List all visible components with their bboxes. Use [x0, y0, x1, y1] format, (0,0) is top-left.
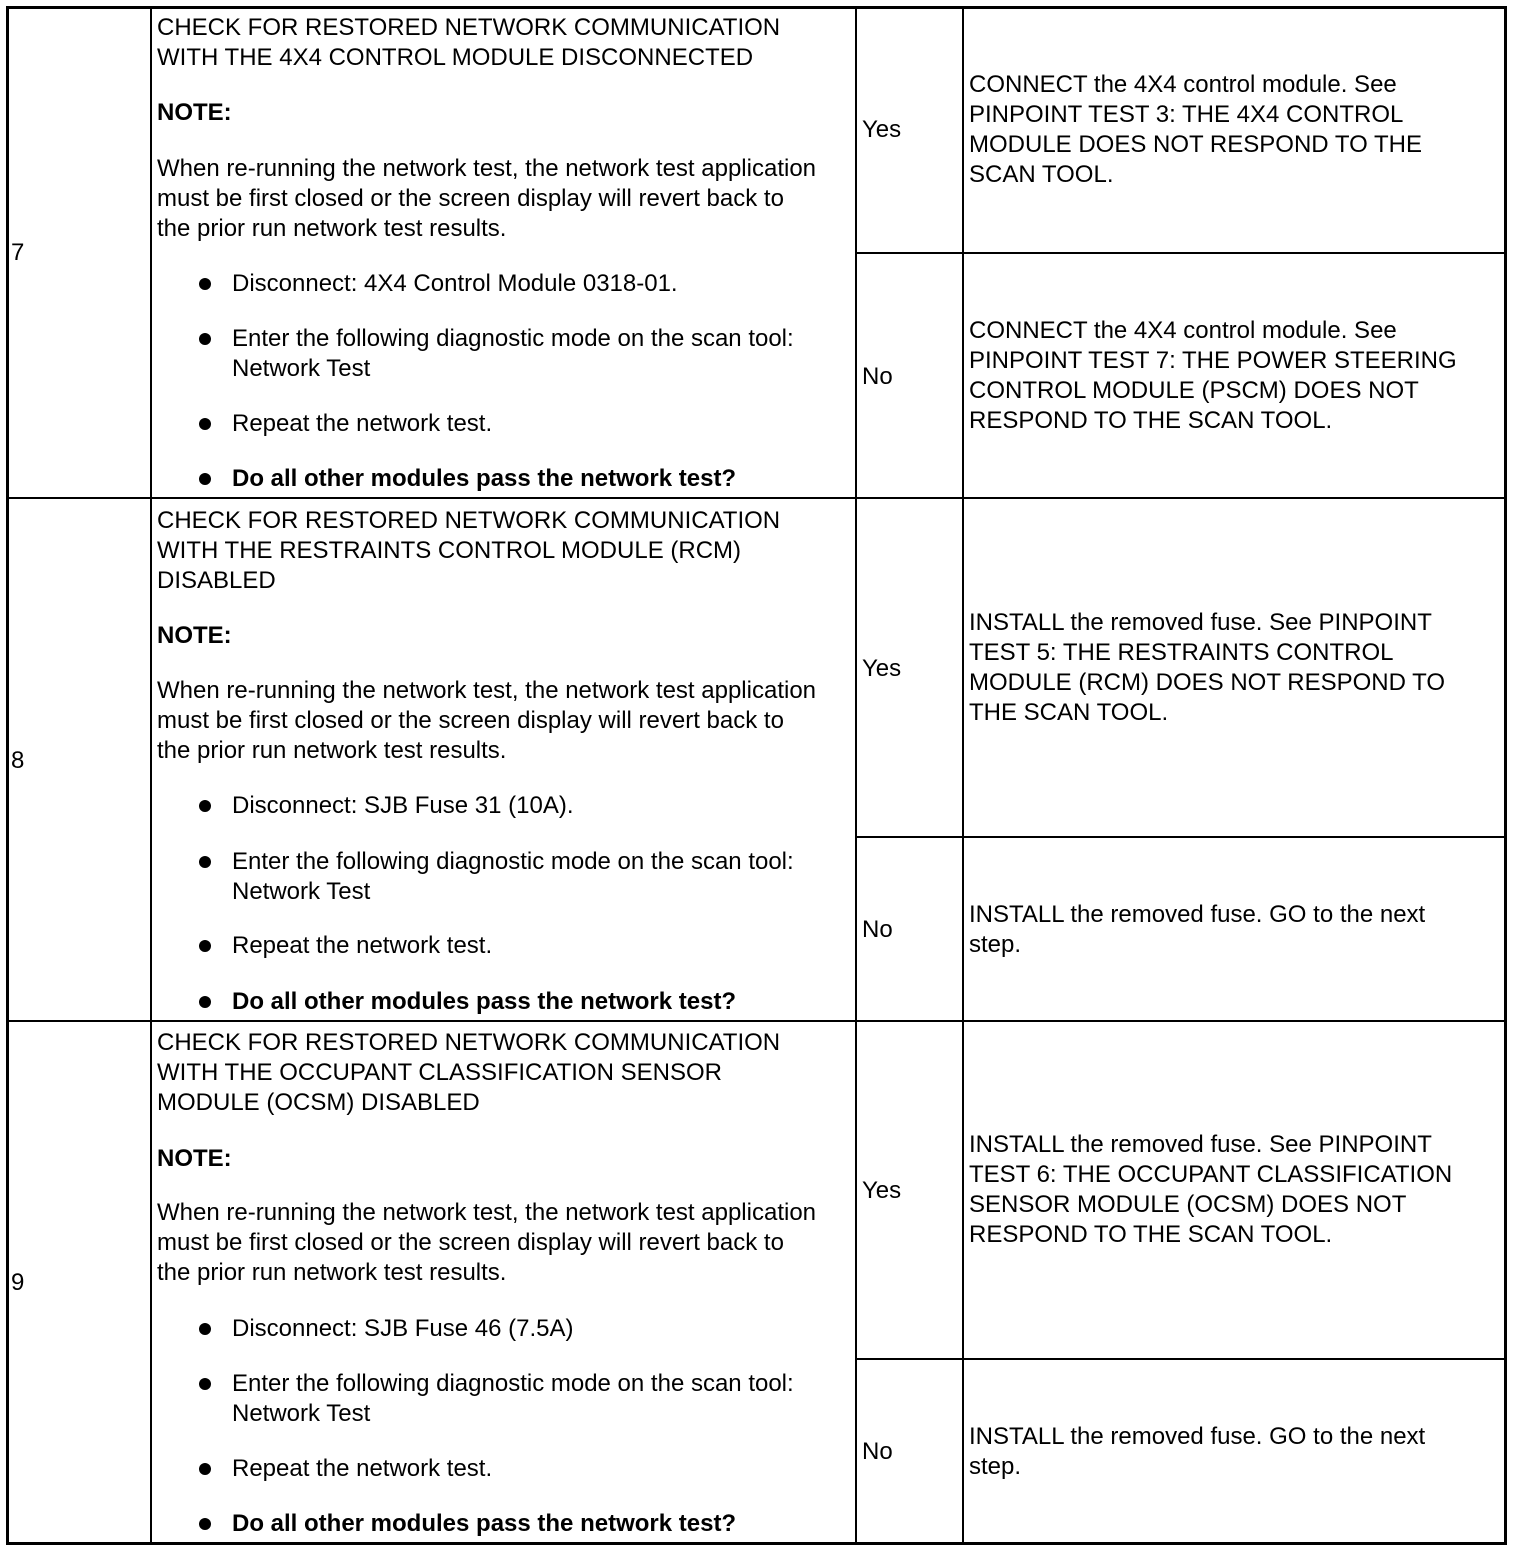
note-label: NOTE: [157, 1145, 232, 1172]
step-title: WITH THE RESTRAINTS CONTROL MODULE (RCM) [157, 537, 742, 564]
bullet-dot [199, 278, 211, 290]
bullet-dot [199, 1518, 211, 1530]
yes-action: THE SCAN TOOL. [969, 699, 1169, 726]
bullet-text: Disconnect: SJB Fuse 46 (7.5A) [232, 1315, 574, 1342]
no-action: INSTALL the removed fuse. GO to the next [969, 901, 1426, 928]
bullet-dot [199, 473, 211, 485]
no-action: PINPOINT TEST 7: THE POWER STEERING [969, 347, 1457, 374]
yes-label: Yes [862, 1177, 902, 1204]
step-number: 9 [11, 1269, 25, 1296]
bullet-text: Network Test [232, 878, 371, 905]
no-action: step. [969, 1453, 1022, 1480]
bullet-text: Disconnect: 4X4 Control Module 0318-01. [232, 270, 678, 297]
yes-action: MODULE DOES NOT RESPOND TO THE [969, 131, 1422, 158]
row-divider [6, 1020, 1507, 1022]
yes-action: CONNECT the 4X4 control module. See [969, 71, 1397, 98]
bullet-text: Enter the following diagnostic mode on the scan tool: [232, 325, 794, 352]
bullet-dot [199, 1323, 211, 1335]
bullet-text: Repeat the network test. [232, 1455, 493, 1482]
yes-action: TEST 5: THE RESTRAINTS CONTROL [969, 639, 1394, 666]
note-text: the prior run network test results. [157, 215, 507, 242]
yes-action: INSTALL the removed fuse. See PINPOINT [969, 609, 1432, 636]
column-divider [855, 6, 857, 1545]
step-title: CHECK FOR RESTORED NETWORK COMMUNICATION [157, 507, 781, 534]
step-title: DISABLED [157, 567, 276, 594]
yes-action: TEST 6: THE OCCUPANT CLASSIFICATION [969, 1161, 1453, 1188]
no-label: No [862, 363, 893, 390]
bullet-question: Do all other modules pass the network test? [232, 1510, 737, 1537]
note-label: NOTE: [157, 622, 232, 649]
yes-action: MODULE (RCM) DOES NOT RESPOND TO [969, 669, 1446, 696]
bullet-dot [199, 1463, 211, 1475]
note-text: the prior run network test results. [157, 1259, 507, 1286]
no-label: No [862, 1438, 893, 1465]
bullet-dot [199, 856, 211, 868]
no-action: step. [969, 931, 1022, 958]
yes-action: SCAN TOOL. [969, 161, 1114, 188]
yes-action: PINPOINT TEST 3: THE 4X4 CONTROL [969, 101, 1404, 128]
yes-action: RESPOND TO THE SCAN TOOL. [969, 1221, 1333, 1248]
bullet-dot [199, 1378, 211, 1390]
bullet-question: Do all other modules pass the network test? [232, 465, 737, 492]
note-text: must be first closed or the screen display will revert back to [157, 185, 784, 212]
yes-action: SENSOR MODULE (OCSM) DOES NOT [969, 1191, 1407, 1218]
note-label: NOTE: [157, 99, 232, 126]
step-title: CHECK FOR RESTORED NETWORK COMMUNICATION [157, 14, 781, 41]
no-action: RESPOND TO THE SCAN TOOL. [969, 407, 1333, 434]
step-number: 8 [11, 747, 25, 774]
step-title: WITH THE 4X4 CONTROL MODULE DISCONNECTED [157, 44, 754, 71]
no-action: CONNECT the 4X4 control module. See [969, 317, 1397, 344]
yes-label: Yes [862, 655, 902, 682]
step-number: 7 [11, 239, 25, 266]
no-action: INSTALL the removed fuse. GO to the next [969, 1423, 1426, 1450]
step-title: WITH THE OCCUPANT CLASSIFICATION SENSOR [157, 1059, 722, 1086]
no-label: No [862, 916, 893, 943]
bullet-dot [199, 333, 211, 345]
no-action: CONTROL MODULE (PSCM) DOES NOT [969, 377, 1419, 404]
note-text: When re-running the network test, the network test application [157, 1199, 817, 1226]
note-text: must be first closed or the screen display will revert back to [157, 707, 784, 734]
yes-no-divider [855, 1358, 1507, 1360]
row-divider [6, 497, 1507, 499]
note-text: When re-running the network test, the network test application [157, 677, 817, 704]
step-title: MODULE (OCSM) DISABLED [157, 1089, 480, 1116]
bullet-text: Enter the following diagnostic mode on the scan tool: [232, 1370, 794, 1397]
note-text: When re-running the network test, the network test application [157, 155, 817, 182]
yes-label: Yes [862, 116, 902, 143]
column-divider [150, 6, 152, 1545]
yes-no-divider [855, 836, 1507, 838]
bullet-text: Repeat the network test. [232, 932, 493, 959]
bullet-dot [199, 800, 211, 812]
bullet-text: Network Test [232, 1400, 371, 1427]
bullet-text: Repeat the network test. [232, 410, 493, 437]
bullet-text: Disconnect: SJB Fuse 31 (10A). [232, 792, 574, 819]
step-title: CHECK FOR RESTORED NETWORK COMMUNICATION [157, 1029, 781, 1056]
note-text: the prior run network test results. [157, 737, 507, 764]
bullet-question: Do all other modules pass the network test? [232, 988, 737, 1015]
column-divider [962, 6, 964, 1545]
bullet-dot [199, 996, 211, 1008]
bullet-text: Enter the following diagnostic mode on the scan tool: [232, 848, 794, 875]
note-text: must be first closed or the screen display will revert back to [157, 1229, 784, 1256]
yes-action: INSTALL the removed fuse. See PINPOINT [969, 1131, 1432, 1158]
bullet-dot [199, 940, 211, 952]
bullet-dot [199, 418, 211, 430]
yes-no-divider [855, 252, 1507, 254]
bullet-text: Network Test [232, 355, 371, 382]
